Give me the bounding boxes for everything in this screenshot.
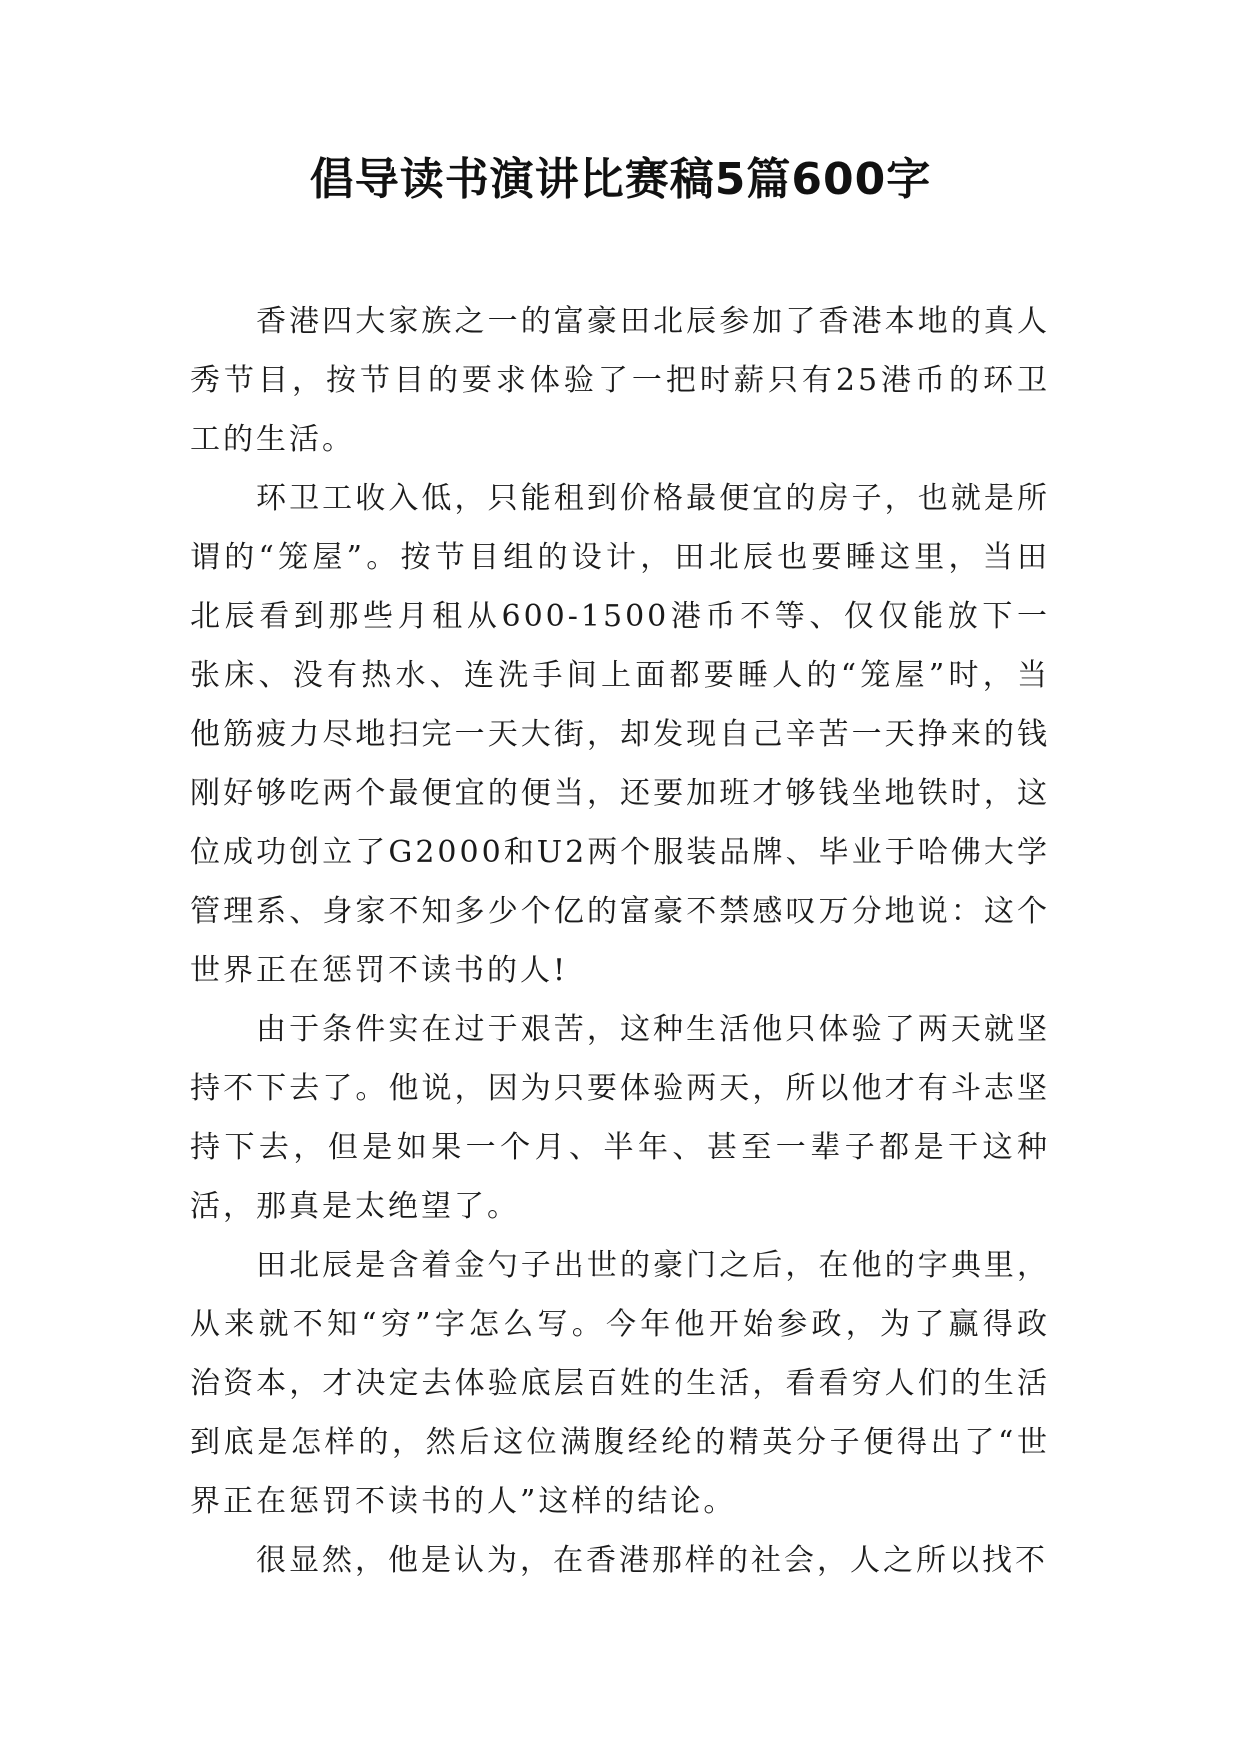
paragraph: 田北辰是含着金勺子出世的豪门之后，在他的字典里，从来就不知“穷”字怎么写。今年他开始参政，为了赢得政治资本，才决定去体验底层百姓的生活，看看穷人们的生活到底是怎样的，然后这位满腹经纶的精英分子便得出了“世界正在惩罚不读书的人”这样的结论。 bbox=[190, 1248, 1050, 1519]
document-body bbox=[190, 292, 1050, 1590]
paragraph: 香港四大家族之一的富豪田北辰参加了香港本地的真人秀节目，按节目的要求体验了一把时薪只有25港币的环卫工的生活。 bbox=[190, 304, 1050, 457]
paragraph: 由于条件实在过于艰苦，这种生活他只体验了两天就坚持不下去了。他说，因为只要体验两天，所以他才有斗志坚持下去，但是如果一个月、半年、甚至一辈子都是干这种活，那真是太绝望了。 bbox=[190, 1012, 1050, 1224]
paragraph: 很显然，他是认为，在香港那样的社会，人之所以找不 bbox=[256, 1543, 1048, 1578]
document-title: 倡导读书演讲比赛稿5篇600字 bbox=[309, 154, 932, 205]
paragraph: 环卫工收入低，只能租到价格最便宜的房子，也就是所谓的“笼屋”。按节目组的设计，田北辰也要睡这里，当田北辰看到那些月租从600-1500港币不等、仅仅能放下一张床、没有热水、连洗手间上面都要睡人的“笼屋”时，当他筋疲力尽地扫完一天大街，却发现自己辛苦一天挣来的钱刚好够吃两个最便宜的便当，还要加班才够钱坐地铁时，这位成功创立了G2000和U2两个服装品牌、毕业于哈佛大学管理系、身家不知多少个亿的富豪不禁感叹万分地说：这个世界正在惩罚不读书的人! bbox=[190, 481, 1050, 988]
